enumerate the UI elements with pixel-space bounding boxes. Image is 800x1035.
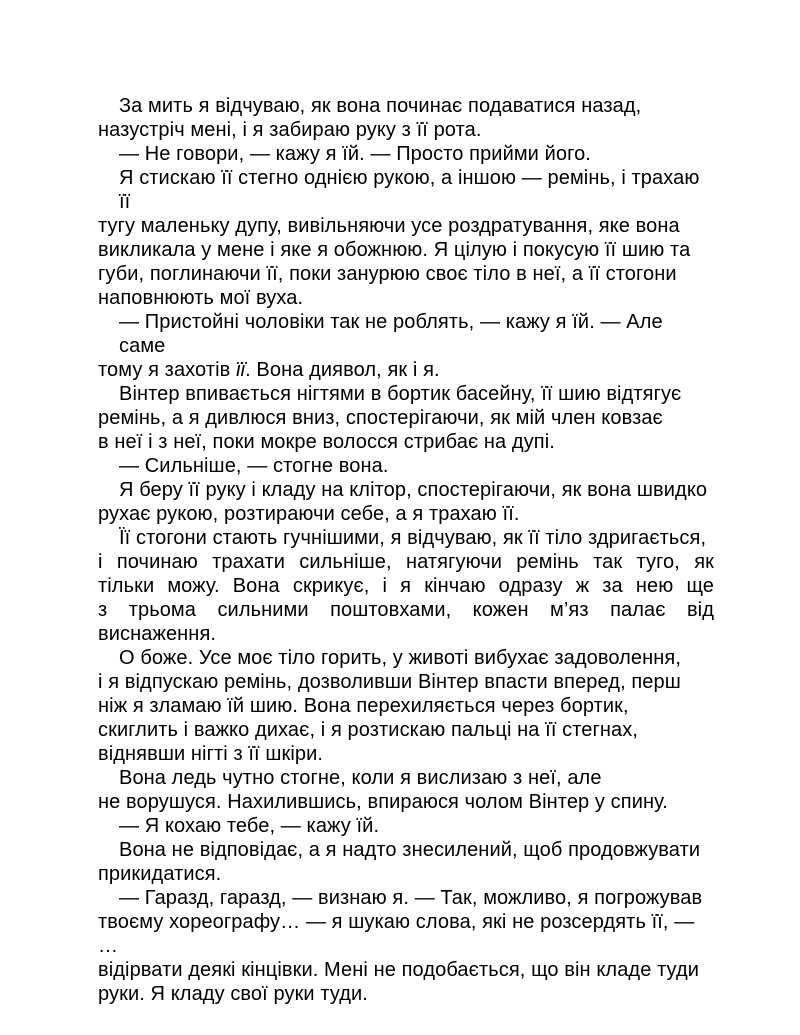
paragraph [98,886,714,1006]
page-text [98,94,714,1006]
text-line: тільки можу. Вона скрикує, і я кінчаю одразу ж за нею ще [98,575,714,597]
paragraph [98,454,714,478]
text-line: — Сильніше, — стогне вона. [119,455,389,477]
text-line: ремінь, а я дивлюся вниз, спостерігаючи, як мій член ковзає [98,407,663,429]
paragraph [98,142,714,166]
text-line: руки. Я кладу свої руки туди. [98,983,368,1005]
text-line: тугу маленьку дупу, вивільняючи усе роздратування, яке вона [98,215,680,237]
text-line: О боже. Усе моє тіло горить, у животі вибухає задоволення, [119,647,681,669]
text-line: твоєму хореографу… — я шукаю слова, які не розсердять її, — … [98,911,695,957]
paragraph [98,166,714,310]
paragraph [98,478,714,526]
paragraph [98,814,714,838]
text-line: Вона ледь чутно стогне, коли я вислизаю з неї, але [119,767,602,789]
text-line: не ворушуся. Нахилившись, впираюся чолом Вінтер у спину. [98,791,668,813]
paragraph [98,526,714,646]
text-line: ніж я зламаю їй шию. Вона перехиляється через бортик, [98,695,629,717]
text-line: і я відпускаю ремінь, дозволивши Вінтер впасти вперед, перш [98,671,681,693]
text-line: — Не говори, — кажу я їй. — Просто прийми його. [119,143,591,165]
paragraph [98,310,714,382]
text-line: викликала у мене і яке я обожнюю. Я цілую і покусую її шию та [98,239,691,261]
text-line: і починаю трахати сильніше, натягуючи ремінь так туго, як [98,551,714,573]
text-line: Я беру її руку і кладу на клітор, спостерігаючи, як вона швидко [119,479,708,501]
text-line: Я стискаю її стегно однією рукою, а іншою — ремінь, і трахаю її [119,167,700,213]
paragraph [98,94,714,142]
text-line: Вона не відповідає, а я надто знесилений, щоб продовжувати [119,839,701,861]
text-segment: . Вона диявол, як і я. [245,359,440,381]
text-line: За мить я відчуваю, як вона починає подаватися назад, [119,95,642,117]
paragraph [98,382,714,454]
text-line: Вінтер впивається нігтями в бортик басейну, її шию відтягує [119,383,682,405]
text-line: наповнюють мої вуха. [98,287,304,309]
text-line: прикидатися. [98,863,222,885]
text-line: — Гаразд, гаразд, — визнаю я. — Так, можливо, я погрожував [119,887,703,909]
text-line: в неї і з неї, поки мокре волосся стрибає на дупі. [98,431,555,453]
text-segment: тому я захотів [98,359,237,381]
text-line [98,358,714,382]
text-line: — Пристойні чоловіки так не роблять, — кажу я їй. — Але саме [119,311,663,357]
paragraph [98,646,714,766]
paragraph [98,766,714,814]
text-line: рухає рукою, розтираючи себе, а я трахаю її. [98,503,520,525]
text-line: виснаження. [98,623,217,645]
text-line: скиглить і важко дихає, і я розтискаю пальці на її стегнах, [98,719,639,741]
text-line: — Я кохаю тебе, — кажу їй. [119,815,380,837]
text-line: Її стогони стають гучнішими, я відчуваю, як її тіло здригається, [119,527,707,549]
text-line: з трьома сильними поштовхами, кожен м’яз палає від [98,599,714,621]
paragraph [98,838,714,886]
text-line: назустріч мені, і я забираю руку з її рота. [98,119,482,141]
italic-text: її [236,359,246,381]
text-line: відірвати деякі кінцівки. Мені не подобається, що він кладе туди [98,959,700,981]
text-line: губи, поглинаючи її, поки занурюю своє тіло в неї, а її стогони [98,263,677,285]
text-line: віднявши нігті з її шкіри. [98,743,324,765]
